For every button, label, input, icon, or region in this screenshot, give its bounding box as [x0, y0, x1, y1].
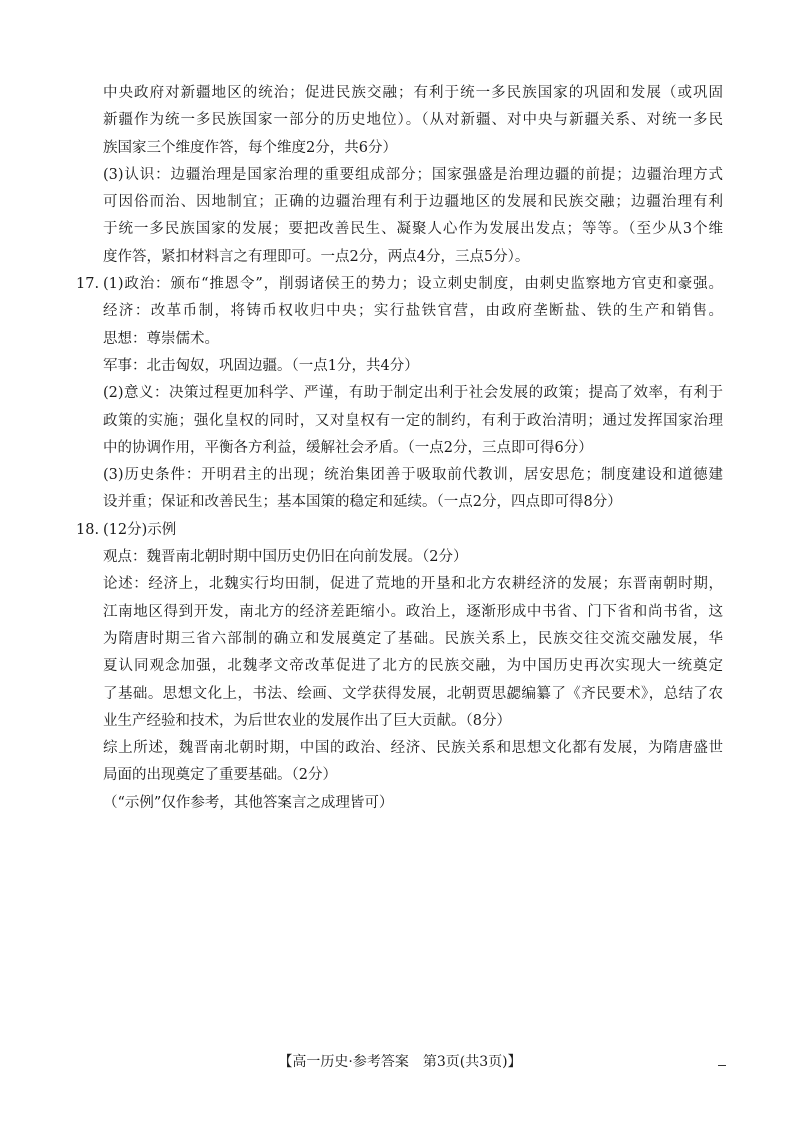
q17-line-1: [76, 271, 723, 298]
q18-line-4: 江南地区得到开发，南北方的经济差距缩小。政治上，逐渐形成中书省、门下省和尚书省，这: [103, 603, 723, 620]
q16-line-2: 新疆作为统一多民族国家一部分的历史地位）。（从对新疆、对中央与新疆关系、对统一多民: [103, 112, 723, 129]
q18-line-3: 论述：经济上，北魏实行均田制，促进了荒地的开垦和北方农耕经济的发展；东晋南朝时期，: [103, 576, 723, 593]
q16-line-6: 于统一多民族国家的发展；要把改善民生、凝聚人心作为发展出发点；等等。（至少从3个维: [103, 221, 723, 238]
q18-line-9: 综上所述，魏晋南北朝时期，中国的政治、经济、民族关系和思想文化都有发展，为隋唐盛世: [103, 740, 723, 757]
q17-line-4: 军事：北击匈奴，巩固边疆。（一点1分，共4分）: [103, 357, 419, 374]
page-footer: 【高一历史·参考答案 第3页(共3页)】: [278, 1054, 522, 1070]
q16-line-7: 度作答，紧扣材料言之有理即可。一点2分，两点4分，三点5分）。: [103, 248, 530, 265]
q16-line-1: 中央政府对新疆地区的统治；促进民族交融；有利于统一多民族国家的巩固和发展（或巩固: [103, 85, 723, 101]
q17-number: 17.: [76, 276, 100, 293]
q18-line-5: 为隋唐时期三省六部制的确立和发展奠定了基础。民族关系上，民族交往交流交融发展，华: [103, 630, 723, 647]
q18-line-7: 了基础。思想文化上，书法、绘画、文学获得发展，北朝贾思勰编纂了《齐民要术》，总结了农: [103, 685, 723, 702]
answer-content: [76, 80, 723, 817]
q18-line-11: （“示例”仅作参考，其他答案言之成理皆可）: [103, 794, 394, 811]
q17-line-6: 政策的实施；强化皇权的同时，又对皇权有一定的制约，有利于政治清明；通过发挥国家治理: [103, 412, 723, 429]
q18-line-8: 业生产经验和技术，为后世农业的发展作出了巨大贡献。（8分）: [103, 712, 511, 729]
q18-number: 18.: [76, 521, 100, 538]
q18-line-6: 夏认同观念加强，北魏孝文帝改革促进了北方的民族交融，为中国历史再次实现大一统奠定: [103, 658, 723, 675]
q17-line-5: (2)意义：决策过程更加科学、严谨，有助于制定出利于社会发展的政策；提高了效率，有利于: [103, 385, 723, 402]
q18-line-1: [76, 517, 723, 544]
q17-line-8: (3)历史条件：开明君主的出现；统治集团善于吸取前代教训，居安思危；制度建设和道德建: [103, 467, 723, 484]
q18-line-2: 观点：魏晋南北朝时期中国历史仍旧在向前发展。（2分）: [103, 549, 468, 566]
q16-line-5: 可因俗而治、因地制宜；正确的边疆治理有利于边疆地区的发展和民族交融；边疆治理有利: [103, 194, 723, 211]
q17-line-1-text: (1)政治：颁布“推恩令”，削弱诸侯王的势力；设立刺史制度，由刺史监察地方官吏和豪强。: [103, 276, 723, 293]
footer-dash-mark: [718, 1065, 726, 1066]
q17-line-9: 设并重；保证和改善民生；基本国策的稳定和延续。（一点2分，四点即可得8分）: [103, 494, 622, 511]
q17-line-2: 经济：改革币制，将铸币权收归中央；实行盐铁官营，由政府垄断盐、铁的生产和销售。: [103, 303, 723, 320]
q18-line-1-text: (12分)示例: [103, 521, 177, 538]
q17-line-7: 中的协调作用，平衡各方利益，缓解社会矛盾。（一点2分，三点即可得6分）: [103, 439, 593, 456]
q18-line-10: 局面的出现奠定了重要基础。（2分）: [103, 767, 337, 784]
q17-line-3: 思想：尊崇儒术。: [103, 330, 219, 347]
q16-line-4: (3)认识：边疆治理是国家治理的重要组成部分；国家强盛是治理边疆的前提；边疆治理方式: [103, 166, 723, 183]
q16-line-3: 族国家三个维度作答，每个维度2分，共6分）: [103, 139, 397, 156]
